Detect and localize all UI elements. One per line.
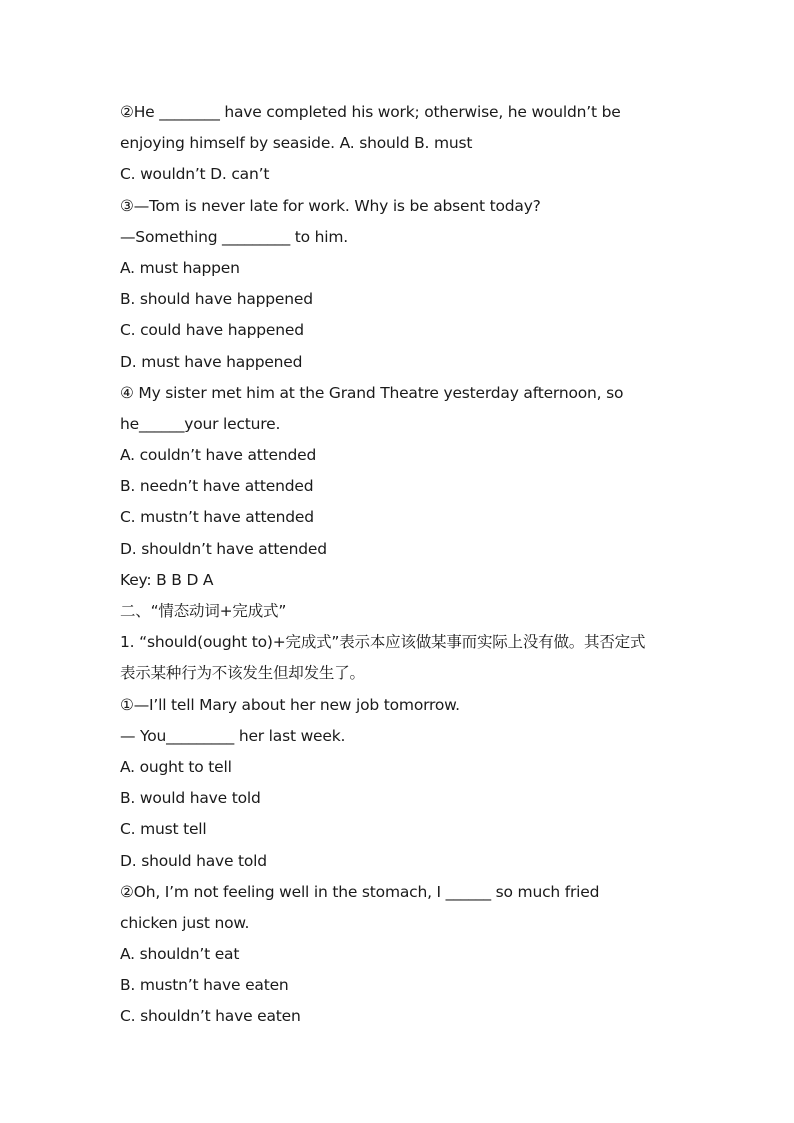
question-4-option-c: C. mustn’t have attended (120, 508, 314, 527)
question-3-option-d: D. must have happened (120, 352, 303, 371)
exercise-2-option-a: A. shouldn’t eat (120, 945, 240, 964)
question-4-option-a: A. couldn’t have attended (120, 446, 317, 465)
question-3-option-a: A. must happen (120, 258, 240, 277)
exercise-2-option-c: C. shouldn’t have eaten (120, 1007, 301, 1026)
rule-1-line-2: 表示某种行为不该发生但却发生了。 (120, 664, 365, 683)
exercise-1-stem-line-2: — You_________ her last week. (120, 726, 346, 745)
section-heading: 二、“情态动词+完成式” (120, 602, 287, 620)
question-3-stem-line-1: ③—Tom is never late for work. Why is be absent today? (120, 196, 541, 215)
exercise-1-option-d: D. should have told (120, 851, 267, 870)
question-3-option-b: B. should have happened (120, 290, 313, 309)
exercise-2-stem-line-2: chicken just now. (120, 913, 250, 932)
question-4-stem-line-2: he______your lecture. (120, 414, 281, 433)
rule-1-line-1: 1. “should(ought to)+完成式”表示本应该做某事而实际上没有做。其否定式 (120, 633, 646, 652)
question-2-options: C. wouldn’t D. can’t (120, 165, 270, 184)
question-4-option-d: D. shouldn’t have attended (120, 539, 327, 558)
exercise-1-stem-line-1: ①—I’ll tell Mary about her new job tomorrow. (120, 695, 460, 714)
document-body (120, 97, 680, 1033)
question-2-stem-line-1: ②He ________ have completed his work; otherwise, he wouldn’t be (120, 103, 621, 121)
question-4-option-b: B. needn’t have attended (120, 477, 314, 496)
exercise-2-option-b: B. mustn’t have eaten (120, 976, 289, 995)
question-4-stem-line-1: ④ My sister met him at the Grand Theatre yesterday afternoon, so (120, 383, 624, 402)
question-2-stem-line-2: enjoying himself by seaside. A. should B. must (120, 134, 473, 153)
question-3-stem-line-2: —Something _________ to him. (120, 227, 348, 246)
exercise-2-stem-line-1: ②Oh, I’m not feeling well in the stomach, I ______ so much fried (120, 882, 600, 901)
exercise-1-option-a: A. ought to tell (120, 757, 232, 776)
answer-key: Key: B B D A (120, 570, 214, 589)
exercise-1-option-b: B. would have told (120, 789, 261, 808)
exercise-1-option-c: C. must tell (120, 820, 207, 839)
question-3-option-c: C. could have happened (120, 321, 304, 340)
